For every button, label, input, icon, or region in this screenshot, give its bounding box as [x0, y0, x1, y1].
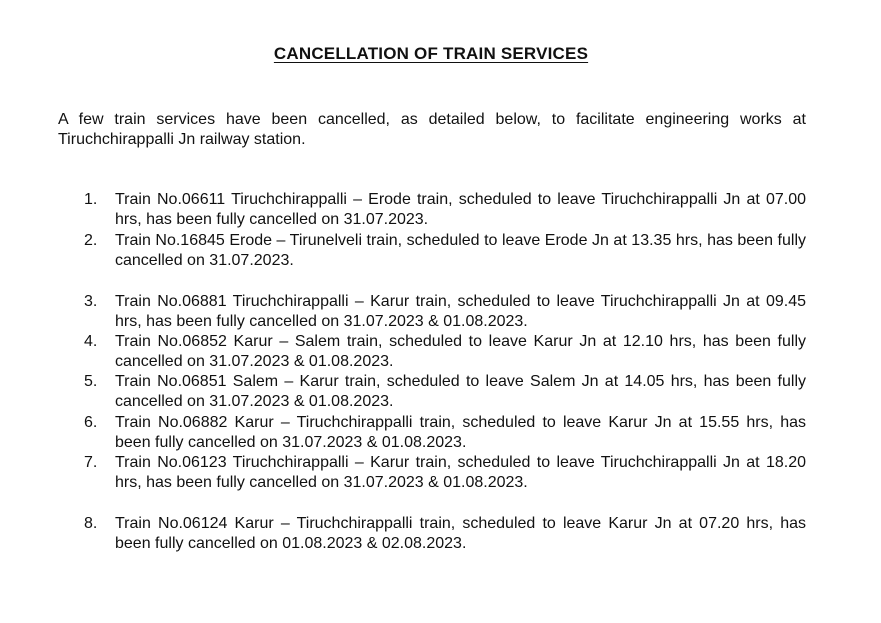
list-item-text: Train No.16845 Erode – Tirunelveli train, scheduled to leave Erode Jn at 13.35 hrs, has been fully cancelled on 31.07.2023.: [115, 232, 806, 269]
list-item: [84, 231, 806, 271]
list-item-number: 2.: [84, 232, 98, 249]
intro-paragraph: A few train services have been cancelled, as detailed below, to facilitate engineering works at Tiruchchirappalli Jn railway station.: [58, 111, 806, 148]
list-item-text: Train No.06124 Karur – Tiruchchirappalli train, scheduled to leave Karur Jn at 07.20 hrs, has been fully cancelled on 01.08.2023 & 02.08.2023.: [115, 515, 806, 552]
list-item: [84, 292, 806, 332]
list-item-number: 7.: [84, 454, 98, 471]
list-item: [84, 453, 806, 493]
list-item: [84, 332, 806, 372]
list-item-text: Train No.06881 Tiruchchirappalli – Karur train, scheduled to leave Tiruchchirappalli Jn at 09.45 hrs, has been fully cancelled on 31.07.2023 & 01.08.2023.: [115, 293, 806, 330]
list-item-text: Train No.06611 Tiruchchirappalli – Erode train, scheduled to leave Tiruchchirappalli Jn at 07.00 hrs, has been fully cancelled on 31.07.2023.: [115, 191, 806, 228]
list-item-text: Train No.06851 Salem – Karur train, scheduled to leave Salem Jn at 14.05 hrs, has been fully cancelled on 31.07.2023 & 01.08.2023.: [115, 373, 806, 410]
list-item: [84, 413, 806, 453]
list-item-text: Train No.06882 Karur – Tiruchchirappalli train, scheduled to leave Karur Jn at 15.55 hrs, has been fully cancelled on 31.07.2023 & 01.08.2023.: [115, 414, 806, 451]
list-item-text: Train No.06123 Tiruchchirappalli – Karur train, scheduled to leave Tiruchchirappalli Jn at 18.20 hrs, has been fully cancelled on 31.07.2023 & 01.08.2023.: [115, 454, 806, 491]
list-item-number: 5.: [84, 373, 98, 390]
list-item-number: 1.: [84, 191, 98, 208]
page-title: CANCELLATION OF TRAIN SERVICES: [273, 44, 589, 63]
list-item-number: 3.: [84, 293, 98, 310]
list-item: [84, 514, 806, 554]
list-item-number: 6.: [84, 414, 98, 431]
list-item-number: 8.: [84, 515, 98, 532]
list-item: [84, 190, 806, 230]
list-item-number: 4.: [84, 333, 98, 350]
list-item: [84, 372, 806, 412]
list-item-text: Train No.06852 Karur – Salem train, scheduled to leave Karur Jn at 12.10 hrs, has been fully cancelled on 31.07.2023 & 01.08.2023.: [115, 333, 806, 370]
